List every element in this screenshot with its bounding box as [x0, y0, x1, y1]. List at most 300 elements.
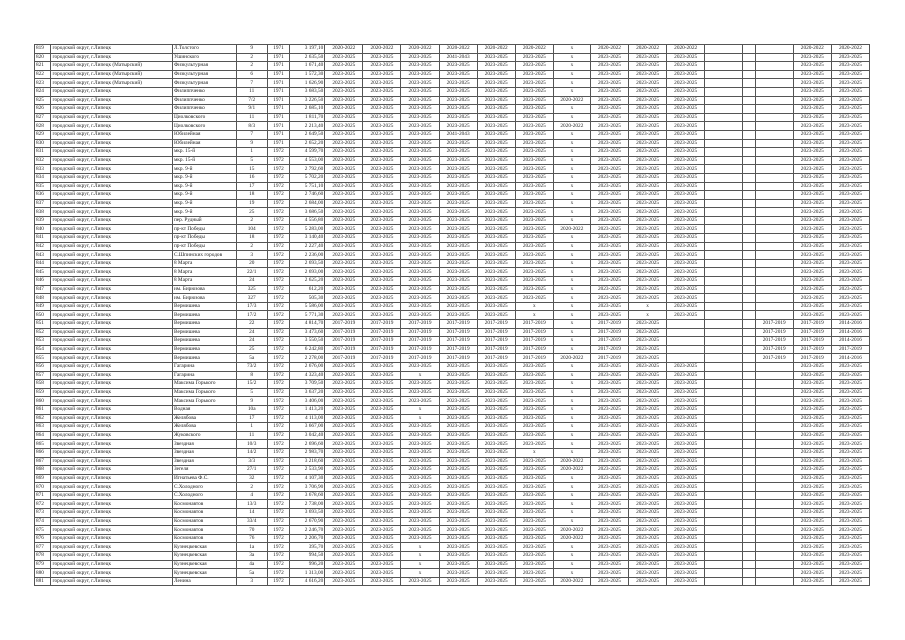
table-cell-p9: 2023-2025 [629, 105, 667, 114]
table-cell-p15: 2023-2025 [831, 526, 869, 535]
table-cell-p9: 2023-2025 [629, 526, 667, 535]
table-row [35, 302, 870, 311]
table-cell-house: 2 [236, 483, 267, 492]
table-cell-district: городской округ, г.Липецк (Матырский) [51, 79, 172, 88]
table-cell-p14: 2023-2025 [793, 552, 831, 561]
table-cell-p10: 2023-2025 [667, 191, 705, 200]
table-cell-p2: 2023-2025 [363, 534, 401, 543]
table-cell-p14: 2023-2025 [793, 277, 831, 286]
table-cell-p2: 2023-2025 [363, 474, 401, 483]
table-cell-p7: x [553, 259, 590, 268]
table-cell-p13 [755, 362, 793, 371]
table-cell-p1: 2023-2025 [325, 423, 363, 432]
table-cell-p6: 2023-2025 [515, 70, 553, 79]
table-cell-p11 [705, 62, 743, 71]
table-cell-p10: 2023-2025 [667, 448, 705, 457]
table-cell-street: Филиппченко [172, 105, 236, 114]
table-cell-num: 856 [35, 362, 51, 371]
table-cell-num: 826 [35, 105, 51, 114]
table-cell-p9: 2023-2025 [629, 414, 667, 423]
table-row [35, 388, 870, 397]
table-cell-p13 [755, 397, 793, 406]
table-cell-year: 1972 [267, 423, 290, 432]
table-cell-p1: 2023-2025 [325, 431, 363, 440]
table-cell-house: 2 [236, 62, 267, 71]
table-cell-num: 867 [35, 457, 51, 466]
table-cell-year: 1972 [267, 173, 290, 182]
table-cell-p1: 2023-2025 [325, 560, 363, 569]
table-cell-district: городской округ, г.Липецк [51, 105, 172, 114]
table-cell-num: 831 [35, 148, 51, 157]
table-cell-p2: 2023-2025 [363, 251, 401, 260]
table-cell-p2: 2023-2025 [363, 182, 401, 191]
table-cell-p13 [755, 79, 793, 88]
table-cell-p9: 2023-2025 [629, 560, 667, 569]
table-cell-house: 2 [236, 242, 267, 251]
table-cell-p5: 2023-2025 [477, 208, 515, 217]
table-cell-p1: 2023-2025 [325, 156, 363, 165]
table-cell-p6: 2023-2025 [515, 466, 553, 475]
table-cell-street: Физкультурная [172, 70, 236, 79]
table-cell-street: мкр. 9-й [172, 182, 236, 191]
table-cell-p2: 2023-2025 [363, 405, 401, 414]
table-cell-p11 [705, 70, 743, 79]
table-cell-p13 [755, 285, 793, 294]
table-cell-p12 [743, 156, 755, 165]
table-cell-year: 1971 [267, 87, 290, 96]
table-cell-p6: 2023-2025 [515, 405, 553, 414]
table-cell-house: 3 [236, 577, 267, 586]
table-cell-p15: 2023-2025 [831, 491, 869, 500]
table-cell-p8: 2023-2025 [590, 191, 628, 200]
table-cell-p8: 2023-2025 [590, 543, 628, 552]
table-cell-area: 4 323,40 [290, 371, 325, 380]
table-cell-p1: 2023-2025 [325, 380, 363, 389]
table-cell-year: 1972 [267, 448, 290, 457]
table-cell-area: 4 553,00 [290, 156, 325, 165]
table-cell-p14: 2023-2025 [793, 294, 831, 303]
table-cell-p11 [705, 362, 743, 371]
table-cell-p2: 2023-2025 [363, 216, 401, 225]
table-cell-p9: 2023-2025 [629, 242, 667, 251]
table-cell-p3: x [401, 569, 439, 578]
table-cell-area: 3 667,00 [290, 423, 325, 432]
table-cell-district: городской округ, г.Липецк [51, 328, 172, 337]
table-cell-p8: 2023-2025 [590, 577, 628, 586]
table-cell-p8: 2023-2025 [590, 405, 628, 414]
table-row [35, 371, 870, 380]
table-cell-p14: 2023-2025 [793, 251, 831, 260]
table-cell-p12 [743, 483, 755, 492]
table-cell-num: 846 [35, 277, 51, 286]
table-cell-p1: 2023-2025 [325, 388, 363, 397]
table-cell-num: 852 [35, 328, 51, 337]
table-cell-p3: 2023-2025 [401, 225, 439, 234]
table-cell-p9: 2023-2025 [629, 466, 667, 475]
table-cell-p12 [743, 208, 755, 217]
table-cell-p14: 2023-2025 [793, 457, 831, 466]
table-cell-district: городской округ, г.Липецк [51, 440, 172, 449]
table-cell-area: 4 616,20 [290, 577, 325, 586]
table-cell-p8: 2023-2025 [590, 53, 628, 62]
table-cell-year: 1972 [267, 268, 290, 277]
table-cell-street: Вермишева [172, 345, 236, 354]
table-cell-p3: 2023-2025 [401, 491, 439, 500]
table-cell-p7: x [553, 311, 590, 320]
table-cell-p15: 2017-2019 [831, 345, 869, 354]
table-cell-p8: 2023-2025 [590, 423, 628, 432]
table-cell-p3: 2023-2025 [401, 191, 439, 200]
table-cell-p4: 2023-2025 [439, 388, 477, 397]
table-cell-p9: 2023-2025 [629, 509, 667, 518]
table-cell-p13 [755, 87, 793, 96]
table-row [35, 199, 870, 208]
table-cell-area: 3 637,20 [290, 388, 325, 397]
table-cell-p14: 2023-2025 [793, 285, 831, 294]
table-cell-p9: 2023-2025 [629, 208, 667, 217]
table-cell-area: 2 693,50 [290, 259, 325, 268]
table-cell-p5: 2023-2025 [477, 216, 515, 225]
table-cell-p5: 2023-2025 [477, 79, 515, 88]
table-cell-house: 11 [236, 431, 267, 440]
table-cell-street: Вермишева [172, 328, 236, 337]
table-cell-p3: 2023-2025 [401, 251, 439, 260]
table-cell-p11 [705, 517, 743, 526]
table-cell-p4: 2023-2025 [439, 148, 477, 157]
table-cell-p6: 2023-2025 [515, 371, 553, 380]
table-cell-p5: 2017-2019 [477, 337, 515, 346]
table-row [35, 148, 870, 157]
table-cell-p12 [743, 148, 755, 157]
table-cell-p11 [705, 552, 743, 561]
table-cell-p14: 2023-2025 [793, 130, 831, 139]
table-cell-p4: 2023-2025 [439, 70, 477, 79]
table-cell-p7: x [553, 483, 590, 492]
table-cell-street: Гагарина [172, 371, 236, 380]
table-row [35, 517, 870, 526]
table-cell-p13 [755, 448, 793, 457]
table-cell-num: 819 [35, 45, 51, 54]
table-cell-p5: 2023-2025 [477, 405, 515, 414]
table-cell-p6: 2023-2025 [515, 509, 553, 518]
table-cell-p15: 2023-2025 [831, 371, 869, 380]
table-cell-year: 1972 [267, 534, 290, 543]
table-cell-street: Л.Толстого [172, 45, 236, 54]
table-cell-p3: 2023-2025 [401, 156, 439, 165]
table-cell-p4: 2023-2025 [439, 414, 477, 423]
table-cell-house: 5 [236, 388, 267, 397]
table-cell-p11 [705, 191, 743, 200]
table-cell-p11 [705, 251, 743, 260]
table-cell-p9: 2023-2025 [629, 577, 667, 586]
table-cell-p15: 2023-2025 [831, 53, 869, 62]
table-cell-p7: x [553, 380, 590, 389]
table-cell-p4: 2023-2025 [439, 362, 477, 371]
table-cell-p5: 2023-2025 [477, 431, 515, 440]
table-row [35, 242, 870, 251]
table-cell-p13 [755, 577, 793, 586]
table-cell-area: 2 696,60 [290, 440, 325, 449]
table-cell-p2: 2023-2025 [363, 509, 401, 518]
table-cell-p9: 2023-2025 [629, 173, 667, 182]
table-cell-street: Физкультурная [172, 79, 236, 88]
table-cell-year: 1972 [267, 491, 290, 500]
table-cell-p5: 2023-2025 [477, 552, 515, 561]
table-cell-p1: 2023-2025 [325, 242, 363, 251]
table-cell-p6: 2023-2025 [515, 251, 553, 260]
table-cell-p9: 2023-2025 [629, 474, 667, 483]
table-cell-p9: 2023-2025 [629, 328, 667, 337]
table-cell-p4: 2023-2025 [439, 251, 477, 260]
table-cell-p14: 2023-2025 [793, 173, 831, 182]
table-cell-num: 824 [35, 87, 51, 96]
table-cell-year: 1972 [267, 156, 290, 165]
table-cell-street: Кузнецкевская [172, 560, 236, 569]
table-cell-p5: 2023-2025 [477, 491, 515, 500]
table-cell-p7: x [553, 560, 590, 569]
table-cell-p8: 2023-2025 [590, 113, 628, 122]
table-cell-p9: 2023-2025 [629, 199, 667, 208]
table-cell-p7: x [553, 173, 590, 182]
table-row [35, 139, 870, 148]
table-cell-p11 [705, 208, 743, 217]
table-cell-house: 5 [236, 156, 267, 165]
table-cell-p2: 2023-2025 [363, 380, 401, 389]
table-cell-p15: 2023-2025 [831, 191, 869, 200]
table-cell-p11 [705, 345, 743, 354]
table-cell-year: 1972 [267, 148, 290, 157]
table-cell-p7: x [553, 285, 590, 294]
table-cell-p3: 2017-2019 [401, 354, 439, 363]
table-cell-p14: 2023-2025 [793, 526, 831, 535]
table-cell-p10: 2023-2025 [667, 113, 705, 122]
table-cell-p15: 2023-2025 [831, 302, 869, 311]
table-cell-p4: 2023-2025 [439, 96, 477, 105]
table-cell-district: городской округ, г.Липецк [51, 320, 172, 329]
table-cell-p3: 2023-2025 [401, 79, 439, 88]
table-cell-p6: 2023-2025 [515, 148, 553, 157]
table-cell-p15: 2023-2025 [831, 130, 869, 139]
table-cell-p1: 2023-2025 [325, 311, 363, 320]
table-cell-p12 [743, 448, 755, 457]
table-cell-p1: 2023-2025 [325, 466, 363, 475]
table-cell-p6: 2023-2025 [515, 62, 553, 71]
table-cell-p14: 2023-2025 [793, 560, 831, 569]
table-cell-p8: 2023-2025 [590, 122, 628, 131]
table-cell-num: 842 [35, 242, 51, 251]
table-cell-p9: 2023-2025 [629, 294, 667, 303]
table-cell-area: 2 206,70 [290, 534, 325, 543]
table-cell-area: 2 652,20 [290, 139, 325, 148]
table-cell-district: городской округ, г.Липецк [51, 414, 172, 423]
table-cell-p4: 2023-2025 [439, 466, 477, 475]
table-cell-district: городской округ, г.Липецк [51, 534, 172, 543]
table-cell-p9: 2023-2025 [629, 569, 667, 578]
table-cell-p12 [743, 199, 755, 208]
table-cell-district: городской округ, г.Липецк [51, 500, 172, 509]
table-cell-p15: 2023-2025 [831, 165, 869, 174]
table-cell-p15: 2023-2025 [831, 268, 869, 277]
table-cell-p13 [755, 483, 793, 492]
table-cell-p12 [743, 388, 755, 397]
table-cell-p6: 2023-2025 [515, 216, 553, 225]
table-cell-p7: x [553, 294, 590, 303]
table-cell-house: 4 [236, 491, 267, 500]
table-cell-p11 [705, 448, 743, 457]
table-cell-p4: 2023-2025 [439, 457, 477, 466]
table-cell-p2: 2017-2019 [363, 337, 401, 346]
table-cell-p2: 2023-2025 [363, 79, 401, 88]
table-cell-area: 4 113,00 [290, 414, 325, 423]
table-cell-p10: 2023-2025 [667, 543, 705, 552]
table-cell-p7: x [553, 474, 590, 483]
table-cell-p13 [755, 277, 793, 286]
table-cell-p11 [705, 431, 743, 440]
table-cell-area: 1 811,70 [290, 113, 325, 122]
table-cell-num: 872 [35, 500, 51, 509]
table-cell-area: 1 671,40 [290, 62, 325, 71]
table-cell-p3: 2023-2025 [401, 182, 439, 191]
table-cell-p1: 2023-2025 [325, 70, 363, 79]
table-cell-area: 996,20 [290, 560, 325, 569]
table-cell-num: 881 [35, 577, 51, 586]
table-cell-p3: 2023-2025 [401, 466, 439, 475]
table-cell-p2: 2023-2025 [363, 139, 401, 148]
table-cell-p11 [705, 397, 743, 406]
table-cell-p14: 2023-2025 [793, 156, 831, 165]
table-cell-street: Зегеля [172, 466, 236, 475]
table-cell-p5: 2023-2025 [477, 466, 515, 475]
table-cell-num: 849 [35, 302, 51, 311]
table-cell-p6: 2023-2025 [515, 526, 553, 535]
table-cell-year: 1972 [267, 242, 290, 251]
table-cell-area: 2 625,20 [290, 277, 325, 286]
table-cell-p9: 2023-2025 [629, 320, 667, 329]
table-cell-p3: 2023-2025 [401, 397, 439, 406]
table-cell-street: Космонавтов [172, 534, 236, 543]
table-cell-p3: 2023-2025 [401, 259, 439, 268]
table-cell-p9: 2023-2025 [629, 517, 667, 526]
table-cell-p5: 2023-2025 [477, 53, 515, 62]
table-cell-p10: 2023-2025 [667, 500, 705, 509]
table-cell-p15: 2023-2025 [831, 216, 869, 225]
table-cell-p5: 2023-2025 [477, 560, 515, 569]
table-cell-p11 [705, 79, 743, 88]
table-cell-district: городской округ, г.Липецк [51, 148, 172, 157]
table-cell-p13 [755, 105, 793, 114]
table-cell-num: 837 [35, 199, 51, 208]
table-cell-p8: 2023-2025 [590, 62, 628, 71]
table-cell-p14: 2023-2025 [793, 113, 831, 122]
table-cell-street: Юбилейная [172, 130, 236, 139]
table-cell-p7: 2020-2022 [553, 225, 590, 234]
table-cell-p7: x [553, 148, 590, 157]
table-cell-p1: 2023-2025 [325, 448, 363, 457]
table-cell-p1: 2023-2025 [325, 259, 363, 268]
table-cell-p14: 2017-2019 [793, 320, 831, 329]
table-cell-p10: 2023-2025 [667, 79, 705, 88]
table-cell-p4: 2023-2025 [439, 448, 477, 457]
table-cell-street: мкр. 9-й [172, 208, 236, 217]
table-cell-num: 880 [35, 569, 51, 578]
table-cell-p8: 2017-2019 [590, 345, 628, 354]
table-cell-p15: 2023-2025 [831, 405, 869, 414]
table-cell-p8: 2023-2025 [590, 156, 628, 165]
table-cell-p7: x [553, 448, 590, 457]
table-cell-street: Космонавтов [172, 509, 236, 518]
table-cell-p9: 2023-2025 [629, 500, 667, 509]
table-cell-area: 395,70 [290, 543, 325, 552]
table-cell-p4: 2023-2025 [439, 225, 477, 234]
table-cell-p11 [705, 173, 743, 182]
table-cell-p9: 2023-2025 [629, 87, 667, 96]
table-cell-house: 104 [236, 225, 267, 234]
table-cell-p11 [705, 285, 743, 294]
table-cell-p1: 2023-2025 [325, 405, 363, 414]
table-cell-p4: 2023-2025 [439, 526, 477, 535]
table-cell-house: 25 [236, 345, 267, 354]
table-cell-p11 [705, 268, 743, 277]
table-cell-p2: 2023-2025 [363, 148, 401, 157]
table-cell-p6: 2023-2025 [515, 268, 553, 277]
table-cell-p5: 2017-2019 [477, 320, 515, 329]
table-cell-p2: 2023-2025 [363, 277, 401, 286]
table-row [35, 53, 870, 62]
table-cell-p1: 2023-2025 [325, 414, 363, 423]
table-cell-p5: 2023-2025 [477, 156, 515, 165]
table-cell-p5: 2023-2025 [477, 371, 515, 380]
table-cell-p12 [743, 277, 755, 286]
table-cell-p6: 2023-2025 [515, 199, 553, 208]
table-cell-p6: 2023-2025 [515, 130, 553, 139]
table-cell-p12 [743, 457, 755, 466]
table-cell-p3: 2023-2025 [401, 62, 439, 71]
table-cell-p14: 2023-2025 [793, 405, 831, 414]
table-cell-year: 1971 [267, 139, 290, 148]
table-cell-p5: 2023-2025 [477, 397, 515, 406]
table-cell-p13 [755, 242, 793, 251]
table-cell-p13 [755, 423, 793, 432]
table-cell-p15: 2023-2025 [831, 105, 869, 114]
table-cell-p7: x [553, 208, 590, 217]
table-row [35, 345, 870, 354]
table-cell-p2: 2023-2025 [363, 173, 401, 182]
table-cell-p2: 2023-2025 [363, 414, 401, 423]
table-cell-p7: x [553, 139, 590, 148]
table-cell-p15: 2023-2025 [831, 388, 869, 397]
table-cell-num: 830 [35, 139, 51, 148]
table-row [35, 328, 870, 337]
table-cell-p4: 2023-2025 [439, 294, 477, 303]
table-cell-p1: 2020-2022 [325, 45, 363, 54]
table-cell-p3: 2023-2025 [401, 234, 439, 243]
table-cell-p13 [755, 380, 793, 389]
table-cell-p13 [755, 122, 793, 131]
table-cell-street: Водная [172, 405, 236, 414]
table-cell-p12 [743, 526, 755, 535]
table-cell-p15: 2023-2025 [831, 560, 869, 569]
table-cell-p4: 2023-2025 [439, 208, 477, 217]
table-cell-p2: 2023-2025 [363, 70, 401, 79]
table-cell-p13 [755, 70, 793, 79]
table-cell-p11 [705, 45, 743, 54]
table-cell-district: городской округ, г.Липецк [51, 466, 172, 475]
table-cell-p6: 2023-2025 [515, 543, 553, 552]
table-cell-p3: 2023-2025 [401, 517, 439, 526]
table-cell-p15: 2023-2025 [831, 483, 869, 492]
table-cell-p3: 2023-2025 [401, 440, 439, 449]
table-row [35, 311, 870, 320]
